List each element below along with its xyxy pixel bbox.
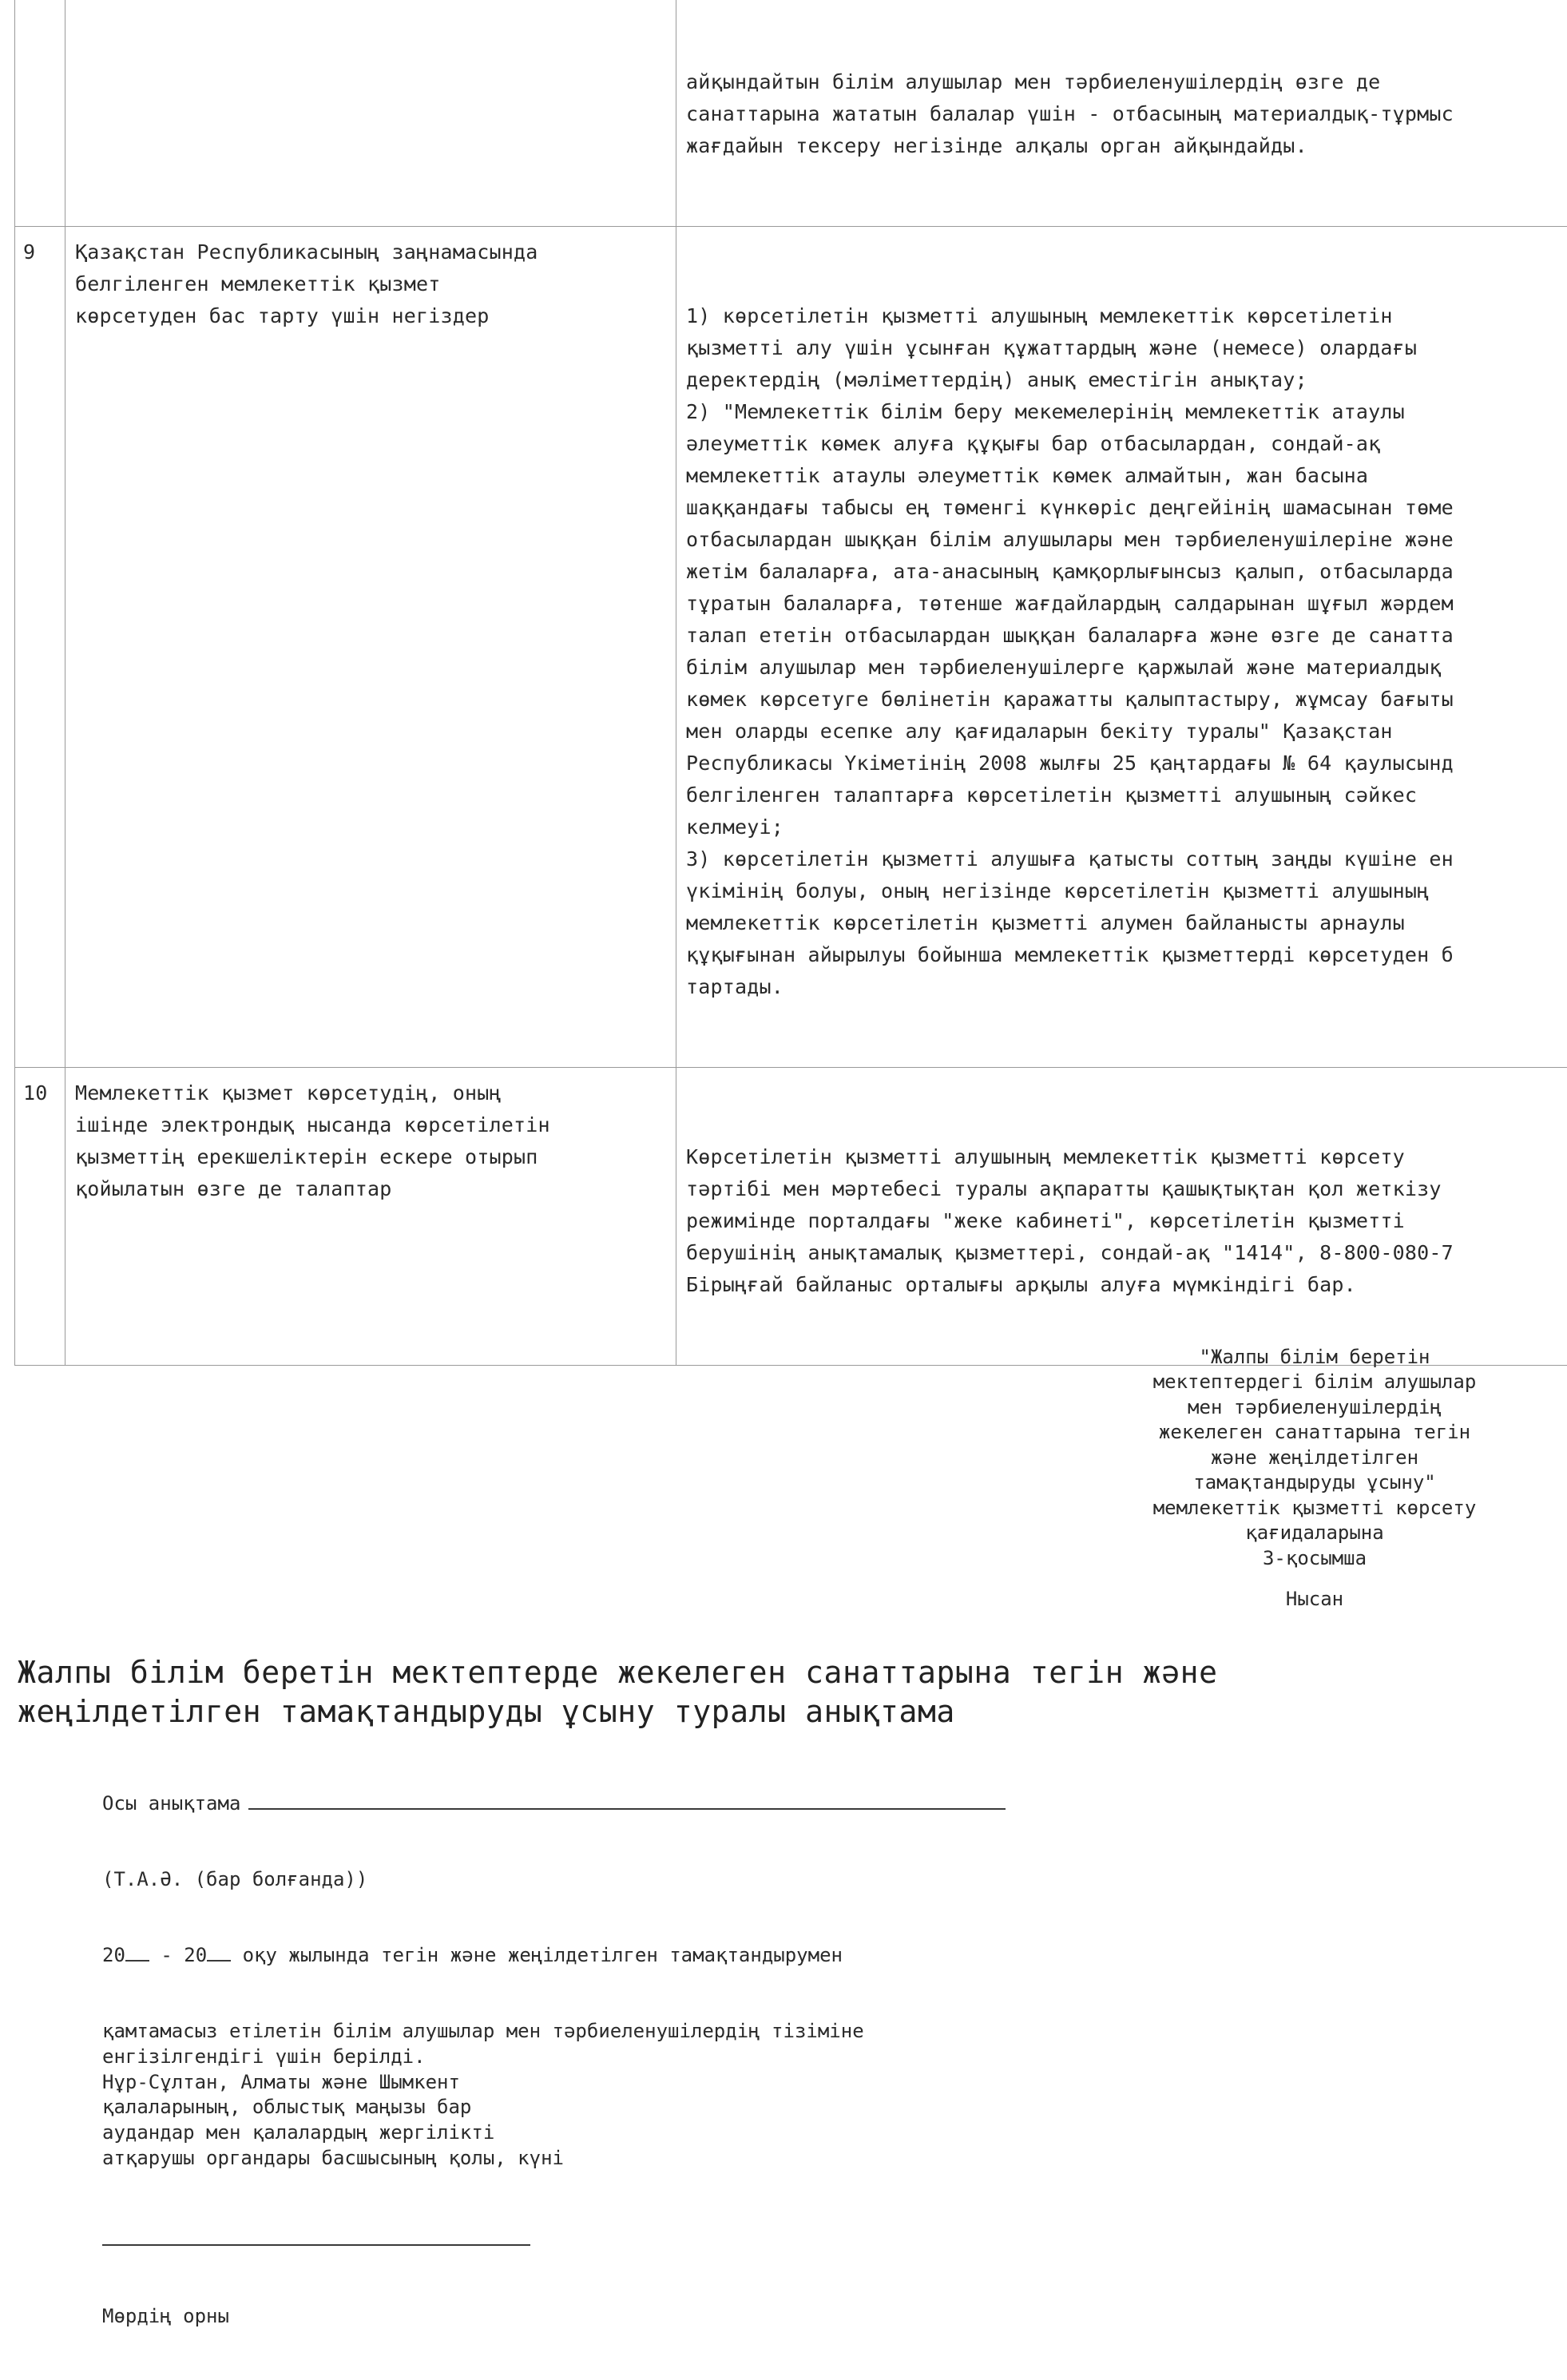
description-line: санаттарына жататын балалар үшін - отбасының материалдық-тұрмыс <box>686 98 1567 130</box>
description-line: Республикасы Үкіметінің 2008 жылғы 25 қаңтардағы № 64 қаулысынд <box>686 748 1567 779</box>
description-line: айқындайтын білім алушылар мен тәрбиеленушілердің өзге де <box>686 66 1567 98</box>
issued-to-label: Осы анықтама <box>102 1792 240 1815</box>
name-fill-line <box>248 1792 1006 1810</box>
description-line: тұратын балаларға, төтенше жағдайлардың салдарынан шұғыл жәрдем <box>686 588 1567 620</box>
row-description <box>676 1068 1567 1366</box>
title-line-2: жеңілдетілген тамақтандыруды ұсыну туралы анықтама <box>18 1694 955 1729</box>
table-row <box>15 0 1567 227</box>
table-row <box>15 227 1567 1068</box>
certificate-text-lines <box>102 2019 1141 2171</box>
appendix-lines <box>1091 1345 1538 1571</box>
service-standard-table <box>14 0 1567 1366</box>
description-line: белгіленген талаптарға көрсетілетін қызметті алушының сәйкес <box>686 779 1567 811</box>
description-line: деректердің (мәліметтердің) анық еместігін анықтау; <box>686 364 1567 396</box>
appendix-line: тамақтандыруды ұсыну" <box>1091 1470 1538 1495</box>
description-line: Көрсетілетін қызметті алушының мемлекеттік қызметті көрсету <box>686 1141 1567 1173</box>
appendix-line: мектептердегі білім алушылар <box>1091 1370 1538 1394</box>
certificate-line: енгізілгендігі үшін берілді. <box>102 2045 1141 2070</box>
description-line: жетім балаларға, ата-анасының қамқорлығынсыз қалып, отбасыларда <box>686 556 1567 588</box>
description-line: режимінде порталдағы "жеке кабинеті", көрсетілетін қызметті <box>686 1205 1567 1237</box>
description-line: мен оларды есепке алу қағидаларын бекіту туралы" Қазақстан <box>686 716 1567 748</box>
certificate-line: қалаларының, облыстық маңызы бар <box>102 2095 1141 2120</box>
certificate-title <box>18 1653 1551 1731</box>
appendix-line: мен тәрбиеленушілердің <box>1091 1395 1538 1420</box>
year-suffix: оқу жылында тегін және жеңілдетілген тамақтандырумен <box>231 1944 843 1966</box>
description-line: үкімінің болуы, оның негізінде көрсетілетін қызметті алушының <box>686 875 1567 907</box>
stamp-place-label: Мөрдің орны <box>102 2304 1141 2330</box>
certificate-line: атқарушы органдары басшысының қолы, күні <box>102 2146 1141 2172</box>
table-row <box>15 1068 1567 1366</box>
row-description <box>676 227 1567 1068</box>
appendix-line: 3-қосымша <box>1091 1546 1538 1571</box>
description-line: көмек көрсетуге бөлінетін қаражатты қалыптастыру, жұмсау бағыты <box>686 684 1567 716</box>
row-number: 9 <box>15 227 65 1068</box>
row-number <box>15 0 65 227</box>
description-line: 3) көрсетілетін қызметті алушыға қатысты соттың заңды күшіне ен <box>686 843 1567 875</box>
description-line: келмеуі; <box>686 811 1567 843</box>
issued-to-line <box>102 1791 1141 1817</box>
description-line: 1) көрсетілетін қызметті алушының мемлекеттік көрсетілетін <box>686 300 1567 332</box>
certificate-line: қамтамасыз етілетін білім алушылар мен тәрбиеленушілердің тізіміне <box>102 2019 1141 2045</box>
description-line: берушінің анықтамалық қызметтері, сондай-ақ "1414", 8-800-080-7 <box>686 1237 1567 1269</box>
description-text <box>686 66 1567 162</box>
description-line: құқығынан айырылуы бойынша мемлекеттік қызметтерді көрсетуден б <box>686 939 1567 971</box>
row-description <box>676 0 1567 227</box>
certificate-line: аудандар мен қалалардың жергілікті <box>102 2120 1141 2146</box>
appendix-reference <box>1091 1345 1538 1612</box>
description-line: отбасылардан шыққан білім алушылары мен тәрбиеленушілеріне және <box>686 524 1567 556</box>
form-label: Нысан <box>1091 1587 1538 1612</box>
academic-year-line <box>102 1943 1141 1969</box>
description-line: шаққандағы табысы ең төменгі күнкөріс деңгейінің шамасынан төме <box>686 492 1567 524</box>
appendix-line: "Жалпы білім беретін <box>1091 1345 1538 1370</box>
description-line: тәртібі мен мәртебесі туралы ақпаратты қашықтықтан қол жеткізу <box>686 1173 1567 1205</box>
description-line: талап ететін отбасылардан шыққан балаларға және өзге де санатта <box>686 620 1567 652</box>
description-text <box>686 300 1567 1003</box>
title-line-1: Жалпы білім беретін мектептерде жекелеген санаттарына тегін және <box>18 1655 1218 1690</box>
description-line: қызметті алу үшін ұсынған құжаттардың және (немесе) олардағы <box>686 332 1567 364</box>
certificate-line: Нұр-Сұлтан, Алматы және Шымкент <box>102 2070 1141 2096</box>
description-line: тартады. <box>686 971 1567 1003</box>
description-line: мемлекеттік атаулы әлеуметтік көмек алмайтын, жан басына <box>686 460 1567 492</box>
description-line: әлеуметтік көмек алуға құқығы бар отбасылардан, сондай-ақ <box>686 428 1567 460</box>
appendix-line: қағидаларына <box>1091 1521 1538 1545</box>
signature-line <box>102 2244 530 2246</box>
appendix-line: және жеңілдетілген <box>1091 1446 1538 1470</box>
year-prefix: 20 <box>102 1944 125 1966</box>
certificate-body <box>102 1741 1141 2380</box>
name-hint: (Т.А.Ә. (бар болғанда)) <box>102 1867 1141 1893</box>
year-middle: - 20 <box>149 1944 207 1966</box>
description-line: білім алушылар мен тәрбиеленушілерге қаржылай және материалдық <box>686 652 1567 684</box>
description-line: 2) "Мемлекеттік білім беру мекемелерінің мемлекеттік атаулы <box>686 396 1567 428</box>
year-blank-1 <box>125 1946 149 1962</box>
description-line: мемлекеттік көрсетілетін қызметті алумен байланысты арнаулы <box>686 907 1567 939</box>
row-number: 10 <box>15 1068 65 1366</box>
description-text <box>686 1141 1567 1301</box>
row-name: Мемлекеттік қызмет көрсетудің, оның ішінде электрондық нысанда көрсетілетін қызметтің ерекшеліктерін ескере отырып қойылатын өзге де талаптар <box>65 1068 676 1366</box>
description-line: жағдайын тексеру негізінде алқалы орган айқындайды. <box>686 130 1567 162</box>
description-line: Бірыңғай байланыс орталығы арқылы алуға мүмкіндігі бар. <box>686 1269 1567 1301</box>
appendix-line: жекелеген санаттарына тегін <box>1091 1420 1538 1445</box>
row-name: Қазақстан Республикасының заңнамасында белгіленген мемлекеттік қызмет көрсетуден бас тарту үшін негіздер <box>65 227 676 1068</box>
appendix-line: мемлекеттік қызметті көрсету <box>1091 1496 1538 1521</box>
year-blank-2 <box>207 1946 231 1962</box>
row-name <box>65 0 676 227</box>
